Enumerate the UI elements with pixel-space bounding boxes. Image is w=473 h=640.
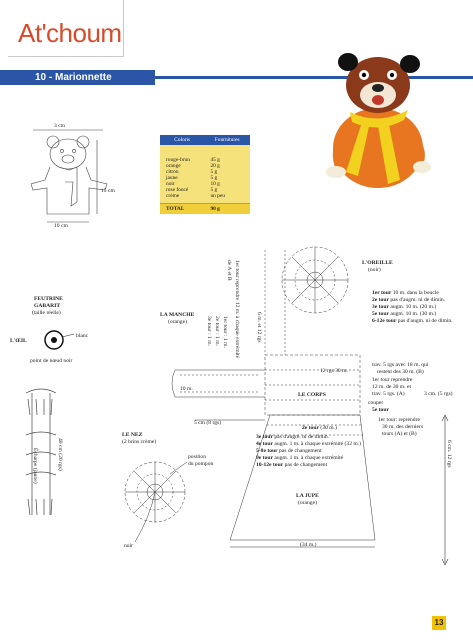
body-note-1: trav. 5 rgs avec 18 m. qui (372, 362, 429, 368)
ear-round-4 (372, 311, 436, 318)
skirt-round-2-label: 3e tour (256, 434, 273, 440)
skirt-sub: (orange) (298, 500, 317, 506)
pompom-label-2: du pompon (188, 461, 214, 467)
table-cell: rose foncé (160, 187, 204, 193)
sleeve-sub: (orange) (168, 319, 187, 325)
ear-round-2-text: pas d'augm. ni de dimin. (390, 297, 446, 303)
skirt-round-6-text: pas de changement (284, 462, 328, 468)
skirt-round-3-label: 4e tour (256, 441, 273, 447)
ear-round-5-label: 6-12e tour (372, 318, 397, 324)
sleeve-round-3: 3e tour : 1 m. (206, 316, 212, 346)
skirt-round-1-text: (30 m.) (320, 425, 337, 431)
body-note-7: couper (368, 400, 384, 406)
table-total-value: 90 g (204, 204, 250, 215)
table-cell: crème (160, 193, 204, 204)
ear-round-4-label: 5e tour (372, 311, 389, 317)
puppet-photo (318, 40, 438, 190)
table-cell: 10 g (204, 181, 250, 187)
body-note-11: tours (A) et (B) (382, 431, 417, 437)
body-note-3: 1er tour reprendre (372, 377, 413, 383)
eye-white-label: blanc (76, 333, 89, 339)
scarf-dim: 40 cm (20 rgs) (57, 438, 63, 471)
body-note-9: 1er tour: reprendre (378, 417, 420, 423)
body-title: LE CORPS (298, 392, 326, 398)
brand-title: At'choum (18, 18, 122, 48)
body-note-8: 5e tour (372, 407, 389, 413)
body-note-2: restent des 30 m. (B) (377, 369, 424, 375)
table-cell: noir (160, 181, 204, 187)
table-cell: 20 g (204, 163, 250, 169)
crochet-diagram (175, 235, 375, 555)
table-cell: orange (160, 163, 204, 169)
colors-table (160, 135, 250, 214)
skirt-round-1 (302, 425, 337, 432)
ear-round-1-text: 10 m. dans la boucle (392, 290, 439, 296)
ear-round-4-text: augm. 10 m. (30 m.) (390, 311, 437, 317)
eye-title-1: FEUTRINE (34, 296, 63, 302)
table-cell: 5 g (204, 175, 250, 181)
skirt-round-4-label: 5-8e tour (256, 448, 278, 454)
sleeve-title: LA MANCHE (160, 312, 195, 318)
table-header: Coloris (160, 135, 204, 145)
skirt-round-4-text: pas de changement (279, 448, 322, 454)
ear-round-2 (372, 297, 445, 304)
scarf-label: Écharpe (jaune) (32, 448, 38, 484)
skirt-round-1-label: 2e tour (302, 425, 319, 431)
skirt-round-4 (256, 448, 322, 455)
skirt-round-2-text: pas d'augm. ni de dimin. (274, 434, 330, 440)
sleeve-vertical-1: 1er tour reprendre 12 m. à chaque extrémité (234, 260, 240, 359)
sleeve-dim-5cm: 5 cm (8 rgs) (194, 420, 222, 426)
page-number: 13 (432, 616, 446, 630)
skirt-round-3 (256, 441, 361, 448)
skirt-round-6-label: 10-12e tour (256, 462, 284, 468)
nose-title: LE NEZ (122, 432, 143, 438)
body-note-6: 3 cm. (5 rgs) (424, 391, 453, 397)
body-note-4: 12 m. de 30 m. et (372, 384, 411, 390)
table-cell: 5 g (204, 187, 250, 193)
eye-title-3: (taille réelle) (32, 310, 61, 316)
ear-round-3-text: augm. 10 m. (20 m.) (390, 304, 437, 310)
eye-template (40, 327, 80, 357)
bear-schematic (25, 122, 115, 232)
table-header: Fournitures (204, 135, 250, 145)
dim-side: 15 cm (101, 188, 115, 194)
skirt-bottom: (34 m.) (300, 542, 317, 548)
table-cell: jaune (160, 175, 204, 181)
skirt-side-arrow (440, 415, 450, 565)
table-cell: rouge-brun (160, 145, 204, 163)
table-cell: citron (160, 169, 204, 175)
skirt-side-dim: 6 cm. 12 rgs (446, 440, 452, 468)
ear-round-5-text: pas d'augm. ni de dimin. (397, 318, 453, 324)
table-cell: 45 g (204, 145, 250, 163)
ear-round-3-label: 3e tour (372, 304, 389, 310)
eye-knot-label: point de nœud noir (30, 358, 73, 364)
pompom-label-1: position (188, 454, 207, 460)
table-cell: un peu (204, 193, 250, 204)
ear-round-3 (372, 304, 436, 311)
skirt-round-5-text: augm. 1 m. à chaque extrémité (274, 455, 344, 461)
skirt-round-6 (256, 462, 327, 469)
ear-round-5 (372, 318, 453, 325)
skirt-round-5 (256, 455, 343, 462)
sleeve-vertical-2: de A et B (226, 260, 232, 281)
skirt-round-3-text: augm. 1 m. à chaque extrémité (32 m.) (274, 441, 362, 447)
dim-bottom: 10 cm (54, 223, 68, 229)
ear-round-1 (372, 290, 439, 297)
nose-black-label: noir (124, 543, 134, 549)
table-cell: 5 g (204, 169, 250, 175)
sleeve-round-2: 2e tour : 1 m. (214, 316, 220, 346)
dim-top: 3 cm (54, 123, 66, 129)
sleeve-dim-10: 10 m. (180, 386, 193, 392)
ear-round-2-label: 2e tour (372, 297, 389, 303)
ear-title: L'OREILLE (362, 260, 393, 266)
ear-round-1-label: 1er tour (372, 290, 392, 296)
table-total-label: TOTAL (160, 204, 204, 215)
sleeve-round-1: 1er tour : 1 m. (222, 316, 228, 348)
skirt-title: LA JUPE (296, 493, 319, 499)
nose-sub: (2 brins crème) (122, 439, 157, 445)
eye-label: L'ŒIL (10, 338, 27, 344)
section-title: 10 - Marionnette (0, 70, 155, 85)
skirt-round-5-label: 9e tour (256, 455, 273, 461)
skirt-round-2 (256, 434, 329, 441)
ear-sub: (noir) (368, 267, 381, 273)
eye-title-2: GABARIT (34, 303, 61, 309)
body-rgs30: 12 rgs 30 m. (320, 368, 348, 374)
body-note-10: 30 m. des derniers (382, 424, 424, 430)
body-note-5: trav. 5 rgs. (A) (372, 391, 405, 397)
sleeve-dim-vertical: 6 m. et 12 rgs (256, 312, 262, 343)
